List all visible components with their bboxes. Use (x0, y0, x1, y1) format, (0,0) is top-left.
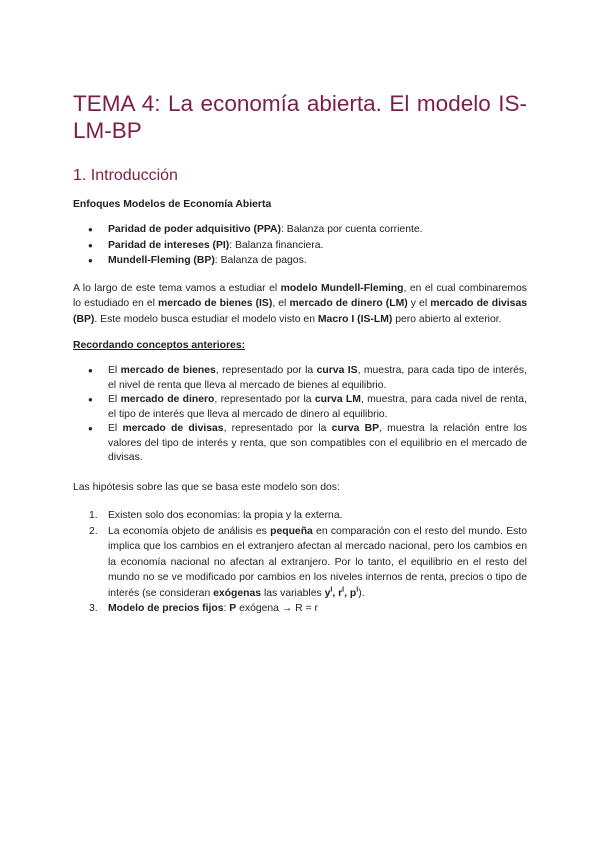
approaches-heading: Enfoques Modelos de Economía Abierta (73, 199, 272, 210)
list-item: 1. Existen solo dos economías: la propia y la externa. (89, 510, 343, 521)
list-item: ● El mercado de dinero, representado por la curva LM, muestra, para cada nivel de renta, el tipo de interés que lleva al mercado de dinero al equilibrio. (108, 393, 527, 422)
list-item: ● Paridad de poder adquisitivo (PPA): Balanza por cuenta corriente. (108, 222, 527, 238)
document-content (73, 90, 527, 617)
hypotheses-intro: Las hipótesis sobre las que se basa este modelo son dos: (73, 481, 340, 493)
section-heading-introduccion: 1. Introducción (73, 167, 178, 184)
list-item: 2. La economía objeto de análisis es pequeña en comparación con el resto del mundo. Esto implica que los cambios en el extranjero afectan al mercado nacional, pero los cambios en la economía nacional no afectan al extranjero. Por lo tanto, el equilibrio en el resto del mundo no se ve modificado por cambios en los niveles internos de renta, precios o tipo de interés (se consideran exógenas las variables $y^I$, $r^I$, $p^I$). (89, 525, 527, 599)
recall-list (73, 364, 527, 466)
approaches-list (73, 222, 527, 269)
list-item: ● El mercado de divisas, representado por la curva BP, muestra la relación entre los valores del tipo de interés y renta, que son compatibles con el equilibrio en el mercado de divisas. (108, 422, 527, 466)
document-title: TEMA 4: La economía abierta. El modelo IS-LM-BP (73, 91, 527, 143)
recall-heading: Recordando conceptos anteriores: (73, 340, 246, 351)
list-item: ● Mundell-Fleming (BP): Balanza de pagos. (108, 253, 527, 269)
list-item: ● Paridad de intereses (PI): Balanza financiera. (108, 238, 527, 254)
hypotheses-list (73, 508, 527, 617)
list-item: ● El mercado de bienes, representado por la curva IS, muestra, para cada tipo de interés, el nivel de renta que lleva al mercado de bienes al equilibrio. (108, 364, 527, 393)
intro-paragraph: A lo largo de este tema vamos a estudiar el modelo Mundell-Fleming, en el cual combinaremos lo estudiado en el mercado de bienes (IS), el mercado de dinero (LM) y el mercado de divisas (BP). Este modelo busca estudiar el modelo visto en Macro I (IS-LM) pero abierto al exterior. (73, 282, 527, 325)
list-item: 3. Modelo de precios fijos: P exógena → R = r (89, 603, 318, 614)
